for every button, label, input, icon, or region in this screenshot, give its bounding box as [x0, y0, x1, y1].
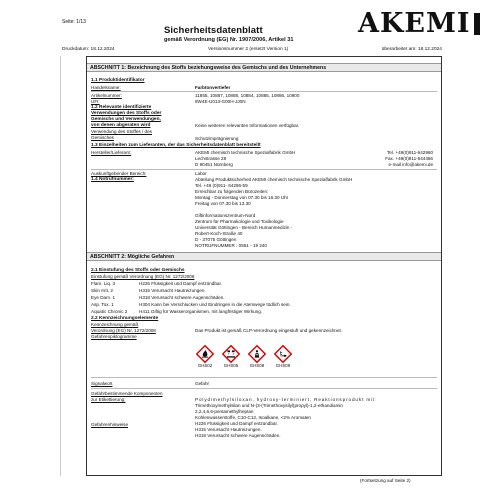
- hazard-statement: H226 Flüssigkeit und Dampf entzündbar.: [195, 421, 278, 426]
- components-label: Gefahrbestimmende Komponenten: [91, 391, 163, 396]
- document-info-bar: [62, 47, 442, 52]
- classification-code: Flam. Liq. 3: [91, 281, 115, 286]
- divider: [91, 91, 437, 92]
- classification-code: Eye Dam. 1: [91, 295, 115, 300]
- contact-phone: Tel. +49(0)911-642960: [386, 150, 433, 155]
- manufacturer-city: D 90451 Nürnberg: [195, 162, 233, 167]
- emergency-line: Robert-Koch-Straße 40: [195, 231, 243, 236]
- contact-email[interactable]: e-mail info@akemi.de: [388, 162, 433, 167]
- document-title: Sicherheitsdatenblatt: [164, 25, 263, 36]
- emergency-line: Universität Göttingen - Bereich Humanmedizin -: [195, 225, 293, 230]
- emergency-line: D - 37075 Göttingen: [195, 237, 237, 242]
- environment-icon: [274, 345, 292, 363]
- version-number: Versionsnummer 2 (ersetzt Version 1): [208, 47, 289, 52]
- component-line: 2,2,4,6,6-pentamethylheptan: [195, 409, 254, 414]
- document-subtitle: gemäß Verordnung (EG) Nr. 1907/2006, Artikel 31: [164, 37, 294, 43]
- info-dept-label: Auskunftgebender Bereich:: [91, 171, 147, 176]
- article-number-value: 11855, 10887, 10888, 10884, 10885, 10886, 10900: [195, 93, 300, 98]
- section-1-2-title-line2: Verwendungen des Stoffs oder: [91, 111, 162, 116]
- section-1-2-value: Keine weiteren relevanten Informationen verfügbar.: [195, 123, 300, 128]
- use-label-line2: Gemisches: [91, 135, 114, 140]
- emergency-line: Montag - Donnerstag von 07.30 bis 16.30 Uhr: [195, 195, 289, 200]
- ghs-pictogram-row: [194, 345, 294, 369]
- labeling-subtitle: Kennzeichnung gemäß: [91, 322, 139, 327]
- print-date: Druckdatum: 18.12.2024: [62, 47, 115, 52]
- divider: [91, 169, 437, 170]
- emergency-line: Giftinformationszentrum-Nord: [195, 213, 256, 218]
- health-hazard-icon: [248, 345, 266, 363]
- section-1-2-title-line4: von denen abgeraten wird: [91, 123, 151, 128]
- article-number-label: Artikelnummer:: [91, 93, 122, 98]
- component-line: Polydimethylsiloxan, hydroxy-terminiert, Reaktionsprodukt mit: [195, 397, 376, 402]
- hazard-statement: H315 Verursacht Hautreizungen.: [195, 427, 262, 432]
- pictogram-label: Gefahrenpiktogramme: [91, 334, 137, 339]
- section-1-2-title-line3: Gemischs und Verwendungen,: [91, 117, 161, 122]
- revision-date: überarbeitet am: 18.12.2024: [381, 47, 442, 52]
- use-label: Verwendung des Stoffes / des: [91, 129, 152, 134]
- section-1-4-title: 1.4 Notrufnummer:: [91, 177, 134, 182]
- manufacturer-street: Lechstrasse 28: [195, 156, 227, 161]
- ghs-pictogram: [246, 345, 268, 369]
- classification-code: Aquatic Chronic 2: [91, 309, 128, 314]
- emergency-line: Abteilung Produktsicherheit AKEMI chemisch technische Spezialfabrik GmbH: [195, 177, 353, 182]
- labeling-subtitle-line2: Verordnung (EG) Nr. 1272/2008: [91, 328, 156, 333]
- classification-text: H315 Verursacht Hautreizungen.: [139, 288, 206, 293]
- contact-fax: Fax. +49(0)911-644456: [385, 156, 433, 161]
- info-dept-value: Labor: [195, 171, 207, 176]
- section-2-1-title: 2.1 Einstufung des Stoffs oder Gemischs: [91, 268, 185, 273]
- page-number: Seite: 1/13: [62, 19, 86, 25]
- emergency-line: NOTRUFNUMMER : 0551 - 19 240: [195, 243, 267, 248]
- trade-name-value: Farbtonvertiefer: [195, 85, 231, 90]
- logo-mark-icon: [474, 13, 480, 35]
- ghs-code: GHS02: [197, 363, 213, 368]
- margin-line: [60, 56, 61, 476]
- classification-text: H411 Giftig für Wasserorganismen, mit langfristiger Wirkung.: [139, 309, 263, 314]
- manufacturer-name: AKEMI chemisch technische Spezialfabrik GmbH: [195, 150, 296, 155]
- company-logo: [358, 9, 480, 39]
- divider: [91, 377, 437, 378]
- trade-name-label: Handelsname:: [91, 85, 121, 90]
- section-2-2-title: 2.2 Kennzeichnungselemente: [91, 316, 159, 321]
- component-line: Trimethoxymethylsilan und N-(3-(Trimethoxysilyl)propyl)-1,2-ethandiamin: [195, 403, 343, 408]
- classification-code: Skin Irrit. 2: [91, 288, 113, 293]
- section-1-2-title: 1.2 Relevante identifizierte: [91, 105, 152, 110]
- component-line: Kohlenwasserstoffe, C10-C12, Isoalkane, <2% Aromaten: [195, 415, 311, 420]
- ufi-label: UFI:: [91, 99, 100, 104]
- ghs-pictogram: [272, 345, 294, 369]
- signal-word-label: Signalwort: [91, 381, 113, 386]
- manufacturer-label: Hersteller/Lieferant:: [91, 150, 132, 155]
- continued-note: (Fortsetzung auf Seite 2): [360, 478, 411, 483]
- classification-text: H318 Verursacht schwere Augenschäden.: [139, 295, 225, 300]
- hazard-statement: H318 Verursacht schwere Augenschäden.: [195, 433, 281, 438]
- emergency-line: Zentrum für Pharmakologie und Toxikologie: [195, 219, 284, 224]
- emergency-line: Freitag von 07.30 bis 13.30: [195, 201, 251, 206]
- divider: [91, 388, 437, 389]
- ghs-pictogram: [194, 345, 216, 369]
- classification-subtitle: Einstufung gemäß Verordnung (EG) Nr. 1272/2008: [91, 274, 195, 279]
- ghs-code: GHS08: [249, 363, 265, 368]
- classification-text: H226 Flüssigkeit und Dampf entzündbar.: [139, 281, 222, 286]
- classification-text: H304 Kann bei Verschlucken und Eindringen in die Atemwege tödlich sein.: [139, 302, 291, 307]
- emergency-line: Erreichbar zu folgenden Bürozeiten:: [195, 189, 269, 194]
- signal-word-value: Gefahr: [195, 381, 210, 386]
- ufi-value: 8W4E-U013-G00H-JJ0N: [195, 99, 246, 104]
- components-label-line2: zur Etikettierung:: [91, 397, 126, 402]
- hazard-statements-label: Gefahrenhinweise: [91, 422, 129, 427]
- classification-code: Asp. Tox. 1: [91, 302, 114, 307]
- corrosion-icon: [222, 345, 240, 363]
- content-frame: [86, 56, 442, 476]
- use-value: Schutzimprägnierung: [195, 136, 239, 141]
- emergency-line: Tel. +49 (0)911- 64296-59: [195, 183, 248, 188]
- logo-text: AKEMI: [358, 8, 471, 39]
- section-1-3-title: 1.3 Einzelheiten zum Lieferanten, der das Sicherheitsdatenblatt bereitstellt: [91, 143, 261, 148]
- section-1-1-title: 1.1 Produktidentifikator: [91, 78, 145, 83]
- section-2-header: ABSCHNITT 2: Mögliche Gefahren: [87, 252, 441, 261]
- flame-icon: [196, 345, 214, 363]
- ghs-code: GHS05: [223, 363, 239, 368]
- ghs-pictogram: [220, 345, 242, 369]
- section-1-header: ABSCHNITT 1: Bezeichnung des Stoffs beziehungsweise des Gemischs und des Unternehmens: [87, 63, 441, 72]
- ghs-code: GHS09: [275, 363, 291, 368]
- labeling-value: Das Produkt ist gemäß CLP-Verordnung eingestuft und gekennzeichnet.: [195, 328, 343, 333]
